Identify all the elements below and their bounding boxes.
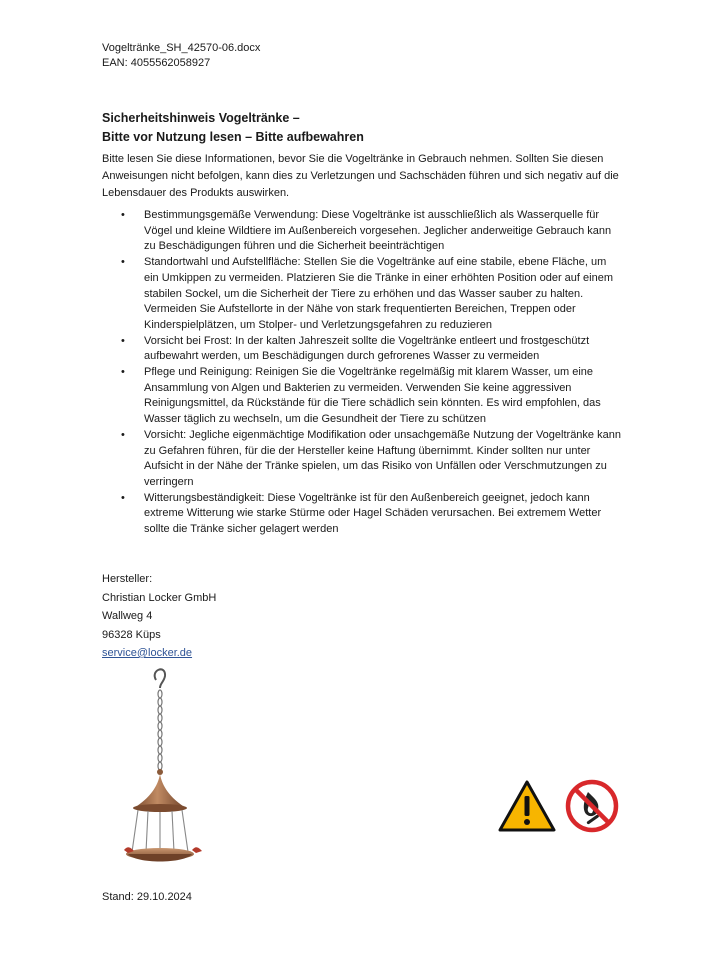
list-item (102, 255, 622, 334)
email-link[interactable]: service@locker.de (102, 647, 193, 659)
bullet-text: Bestimmungsgemäße Verwendung: Diese Vogeltränke ist ausschließlich als Wasserquelle für Vögel und kleine Wildtiere im Außenbereich vorgesehen. Jeglicher anderweitige Gebrauch kann zu Beschädigungen führen und die Sicherheit beeinträchtigen (144, 209, 612, 253)
bullet-icon: • (121, 256, 125, 269)
list-item (102, 334, 622, 365)
filename-text: Vogeltränke_SH_42570-06.docx (102, 42, 261, 54)
bullet-text: Standortwahl und Aufstellfläche: Stellen Sie die Vogeltränke auf eine stabile, ebene Fläche, um ein Umkippen zu vermeiden. Platzieren Sie die Tränke in einer erhöhten Position oder auf einem stabilen Sockel, um die Sicherheit der Tiere zu erhöhen und das Wasser sauber zu halten. Vermeiden Sie Aufstellorte in der Nähe von stark frequentierten Bereichen, Treppen oder Kinderspielplätzen, um Stolper- und Verletzungsgefahren zu reduzieren (144, 256, 613, 331)
manufacturer-block (102, 570, 216, 663)
safety-bullet-list (102, 208, 622, 538)
document-title (102, 109, 364, 147)
bullet-icon: • (121, 491, 125, 504)
document-header (102, 41, 260, 71)
street-address: Wallweg 4 (102, 610, 153, 622)
company-name: Christian Locker GmbH (102, 591, 217, 604)
title-line-2: Bitte vor Nutzung lesen – Bitte aufbewahren (102, 130, 364, 144)
bullet-text: Pflege und Reinigung: Reinigen Sie die Vogeltränke regelmäßig mit klarem Wasser, um eine Ansammlung von Algen und Bakterien zu vermeiden. Verwenden Sie keine aggressiven Reinigungsmittel, da Rückstände für die Tiere schädlich sein könnten. Es wird empfohlen, das Wasser täglich zu wechseln, um die Gesundheit der Tiere zu schützen (144, 366, 601, 426)
date-text: Stand: 29.10.2024 (102, 891, 192, 903)
list-item (102, 365, 622, 428)
safety-icons (498, 778, 622, 834)
bullet-text: Vorsicht bei Frost: In der kalten Jahreszeit sollte die Vogeltränke entleert und frostgeschützt aufbewahrt werden, um Beschädigungen durch gefrorenes Wasser zu vermeiden (144, 334, 590, 363)
bullet-text: Vorsicht: Jegliche eigenmächtige Modifikation oder unsachgemäße Nutzung der Vogeltränke kann zu Gefahren führen, für die der Hersteller keine Haftung übernimmt. Kinder sollten nur unter Aufsicht in der Nähe der Tränke spielen, um das Risiko von Unfällen oder Verschmutzungen zu verringern (144, 428, 621, 488)
manufacturer-label: Hersteller: (102, 573, 153, 585)
bullet-icon: • (121, 209, 125, 221)
list-item (102, 428, 622, 491)
bullet-text: Witterungsbeständigkeit: Diese Vogeltränke ist für den Außenbereich geeignet, jedoch kann extreme Witterung wie starke Stürme oder Hagel Schäden verursachen. Bei extremem Wetter sollte die Tränke sicher gelagert werden (144, 491, 602, 536)
title-line-1: Sicherheitshinweis Vogeltränke – (102, 111, 300, 125)
bird-bath-image (120, 666, 216, 874)
list-item (102, 491, 622, 538)
ean-text: EAN: 4055562058927 (102, 57, 211, 69)
bullet-icon: • (121, 366, 125, 379)
bullet-icon: • (121, 334, 125, 347)
city-address: 96328 Küps (102, 628, 161, 641)
warning-triangle-icon (500, 782, 554, 830)
no-open-flame-icon (568, 782, 616, 830)
intro-paragraph: Bitte lesen Sie diese Informationen, bevor Sie die Vogeltränke in Gebrauch nehmen. Sollten Sie diesen Anweisungen nicht befolgen, kann dies zu Verletzungen und Sachschäden führen und sich negativ auf die Lebensdauer des Produkts auswirken. (102, 153, 619, 199)
bullet-icon: • (121, 428, 125, 441)
list-item (102, 208, 622, 255)
document-footer (102, 890, 192, 905)
